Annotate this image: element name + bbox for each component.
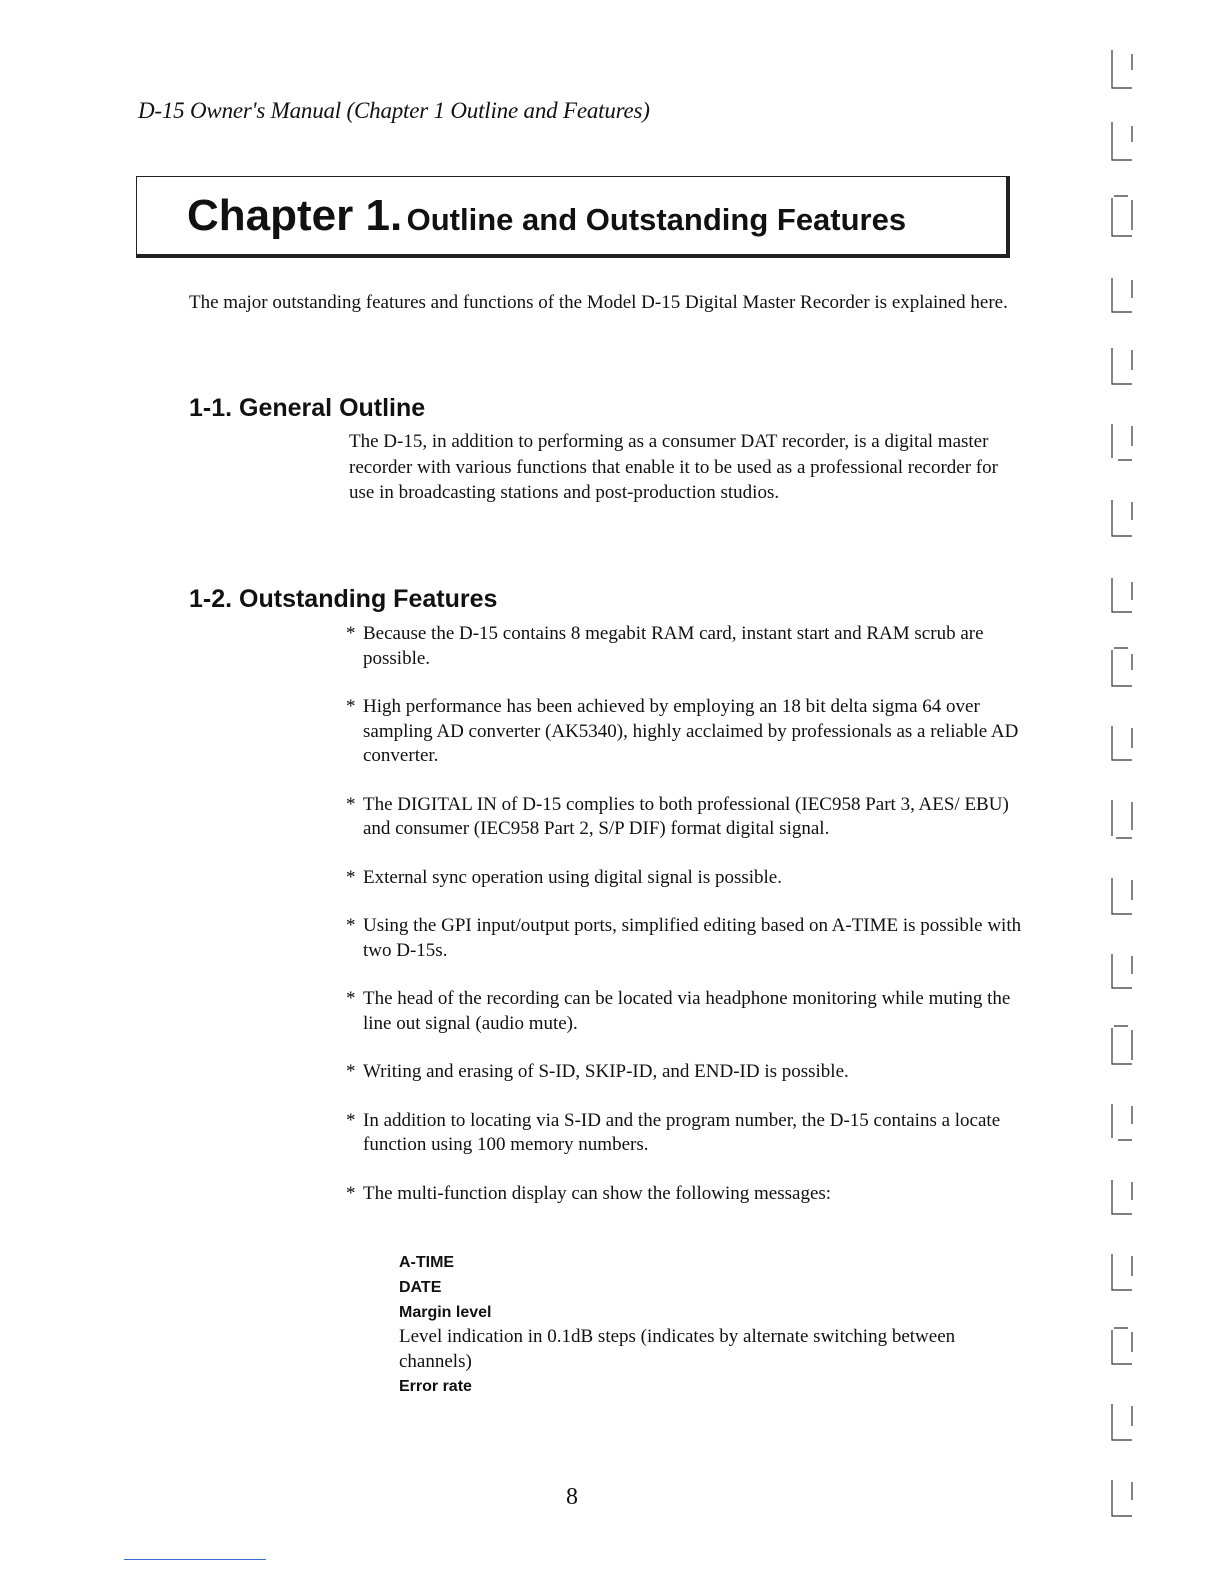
message-margin-level: Margin level <box>399 1304 492 1321</box>
page-number: 8 <box>566 1484 578 1510</box>
bullet: * <box>346 915 356 936</box>
bullet: * <box>346 988 356 1009</box>
feature-item <box>346 987 1026 1036</box>
chapter-number: Chapter 1. <box>187 191 403 240</box>
bullet: * <box>346 1109 356 1131</box>
feature-text: High performance has been achieved by employing an 18 bit delta sigma 64 over sampling AD converter (AK5340), highly acclaimed by professionals as a reliable AD converter. <box>363 696 1019 766</box>
feature-text: The multi-function display can show the following messages: <box>363 1182 832 1204</box>
bullet: * <box>346 793 356 815</box>
chapter-subtitle: Outline and Outstanding Features <box>406 202 907 237</box>
margin-level-description: Level indication in 0.1dB steps (indicates by alternate switching between channels) <box>399 1326 956 1372</box>
feature-item <box>346 1182 1026 1207</box>
message-error-rate: Error rate <box>399 1378 472 1395</box>
binder-holes-decoration <box>1104 30 1136 1560</box>
feature-item <box>346 622 1026 671</box>
bullet: * <box>346 696 356 717</box>
bullet: * <box>346 623 356 644</box>
feature-text: Writing and erasing of S-ID, SKIP-ID, and END-ID is possible. <box>363 1061 849 1082</box>
feature-item <box>346 695 1026 769</box>
feature-text: External sync operation using digital signal is possible. <box>363 866 782 888</box>
message-date: DATE <box>399 1279 442 1296</box>
feature-text: In addition to locating via S-ID and the program number, the D-15 contains a locate function using 100 memory numbers. <box>363 1109 1001 1155</box>
feature-item <box>346 793 1026 842</box>
feature-item <box>346 1109 1026 1158</box>
chapter-title <box>187 191 906 241</box>
section-heading-outstanding-features: 1-2. Outstanding Features <box>189 585 498 613</box>
section-heading-general-outline: 1-1. General Outline <box>189 394 426 422</box>
footer-rule <box>124 1559 266 1560</box>
feature-text: The DIGITAL IN of D-15 complies to both professional (IEC958 Part 3, AES/ EBU) and consumer (IEC958 Part 2, S/P DIF) format digital signal. <box>363 793 1009 839</box>
display-messages <box>399 1250 1019 1399</box>
running-header: D-15 Owner's Manual (Chapter 1 Outline and Features) <box>138 98 650 123</box>
feature-text: Because the D-15 contains 8 megabit RAM card, instant start and RAM scrub are possible. <box>363 623 984 669</box>
bullet: * <box>346 1182 356 1204</box>
general-outline-text: The D-15, in addition to performing as a consumer DAT recorder, is a digital master recorder with various functions that enable it to be used as a professional recorder for use in broadcasting stations and post-production studios. <box>349 431 998 503</box>
feature-item <box>346 1060 1026 1085</box>
feature-text: Using the GPI input/output ports, simplified editing based on A-TIME is possible with two D-15s. <box>363 915 1022 961</box>
bullet: * <box>346 866 356 888</box>
feature-list <box>346 622 1026 1230</box>
feature-text: The head of the recording can be located via headphone monitoring while muting the line out signal (audio mute). <box>363 988 1011 1034</box>
feature-item <box>346 866 1026 891</box>
feature-item <box>346 914 1026 963</box>
bullet: * <box>346 1061 356 1082</box>
intro-paragraph: The major outstanding features and functions of the Model D-15 Digital Master Recorder is explained here. <box>189 292 1008 313</box>
message-atime: A-TIME <box>399 1254 455 1271</box>
chapter-title-box <box>136 176 1010 258</box>
